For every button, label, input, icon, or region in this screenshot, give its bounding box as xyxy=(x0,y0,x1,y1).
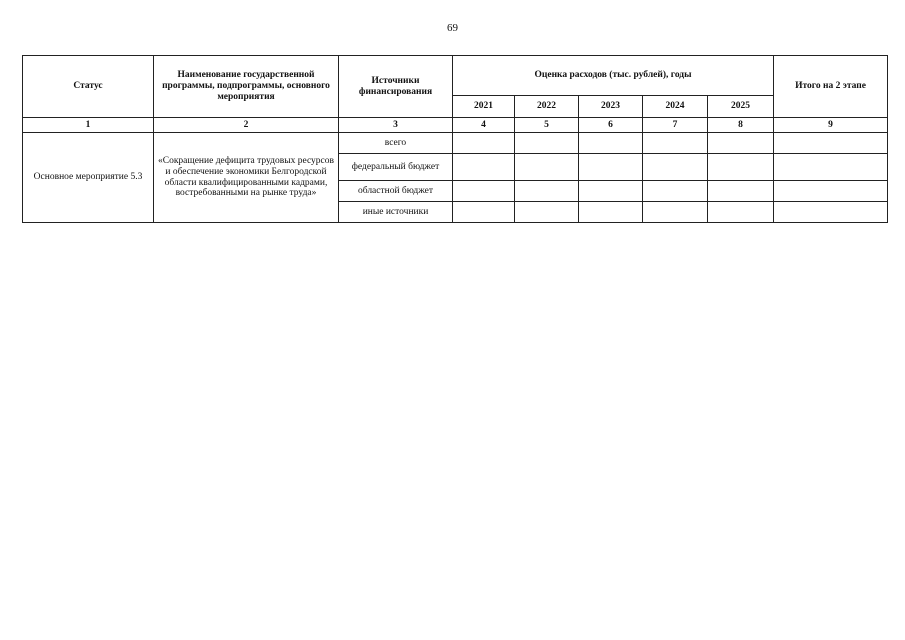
header-year: 2024 xyxy=(643,96,708,118)
row-name: «Сокращение дефицита трудовых ресурсов и обеспечение экономики Белгородской области квалифицированными кадрами, востребованными на рынке труда» xyxy=(154,133,339,223)
value-cell xyxy=(515,133,579,154)
column-number: 2 xyxy=(154,118,339,133)
value-cell xyxy=(708,202,774,223)
value-cell xyxy=(453,202,515,223)
value-cell xyxy=(774,133,888,154)
column-number: 7 xyxy=(643,118,708,133)
column-number-row xyxy=(23,118,888,133)
value-cell xyxy=(579,202,643,223)
source-cell: всего xyxy=(339,133,453,154)
value-cell xyxy=(453,154,515,181)
value-cell xyxy=(708,181,774,202)
page-number: 69 xyxy=(447,22,458,34)
value-cell xyxy=(453,133,515,154)
value-cell xyxy=(579,181,643,202)
source-cell: областной бюджет xyxy=(339,181,453,202)
header-year: 2022 xyxy=(515,96,579,118)
source-cell: федеральный бюджет xyxy=(339,154,453,181)
value-cell xyxy=(643,181,708,202)
value-cell xyxy=(774,154,888,181)
header-year: 2021 xyxy=(453,96,515,118)
column-number: 9 xyxy=(774,118,888,133)
value-cell xyxy=(643,154,708,181)
row-status: Основное мероприятие 5.3 xyxy=(23,133,154,223)
column-number: 5 xyxy=(515,118,579,133)
table-row xyxy=(23,133,888,154)
header-year: 2023 xyxy=(579,96,643,118)
value-cell xyxy=(643,202,708,223)
header-year: 2025 xyxy=(708,96,774,118)
header-name: Наименование государственной программы, подпрограммы, основного мероприятия xyxy=(154,56,339,118)
header-sources: Источники финансирования xyxy=(339,56,453,118)
header-status: Статус xyxy=(23,56,154,118)
value-cell xyxy=(774,181,888,202)
source-cell: иные источники xyxy=(339,202,453,223)
value-cell xyxy=(515,181,579,202)
value-cell xyxy=(708,133,774,154)
column-number: 8 xyxy=(708,118,774,133)
column-number: 4 xyxy=(453,118,515,133)
value-cell xyxy=(515,154,579,181)
value-cell xyxy=(708,154,774,181)
column-number: 1 xyxy=(23,118,154,133)
value-cell xyxy=(774,202,888,223)
column-number: 3 xyxy=(339,118,453,133)
value-cell xyxy=(643,133,708,154)
budget-table xyxy=(22,55,888,223)
column-number: 6 xyxy=(579,118,643,133)
value-cell xyxy=(579,154,643,181)
value-cell xyxy=(453,181,515,202)
header-total: Итого на 2 этапе xyxy=(774,56,888,118)
header-estimate: Оценка расходов (тыс. рублей), годы xyxy=(453,56,774,96)
value-cell xyxy=(515,202,579,223)
value-cell xyxy=(579,133,643,154)
